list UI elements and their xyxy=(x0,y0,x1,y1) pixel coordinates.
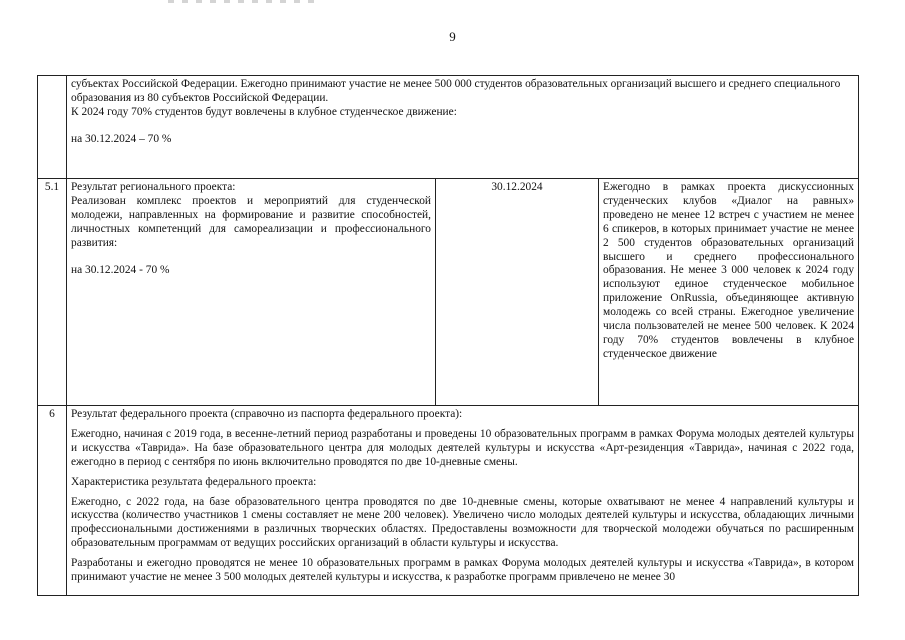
row-number-cell xyxy=(38,76,67,179)
page-number: 9 xyxy=(449,29,456,44)
intro-text-cell xyxy=(67,76,859,179)
scan-artifact xyxy=(168,0,318,3)
table-row-intro xyxy=(38,76,859,179)
intro-target-line: на 30.12.2024 – 70 % xyxy=(71,132,172,145)
federal-result-cell xyxy=(67,406,859,596)
row-number: 5.1 xyxy=(38,179,67,406)
table-row-6 xyxy=(38,406,859,596)
federal-result-paragraph-2: Ежегодно, с 2022 года, на базе образовательного центра проводятся по две 10-дневные смены, которые охватывают не менее 4 направлений культуры и искусства (количество участников 1 смены составляет не мене 200 человек). Увеличено число молодых деятелей культуры и искусства, обладающих личными профессиональными достижениями в различных творческих областях. Предоставлены возможности для творческой молодежи обучаться по расширенным образовательным программам от ведущих российских организаций в области культуры и искусства. xyxy=(71,495,855,550)
result-characteristic-cell: Ежегодно в рамках проекта дискуссионных студенческих клубов «Диалог на равных» проведено не менее 12 встреч с участием не менее 6 спикеров, в которых принимает участие не менее 2 500 студентов образовательных организаций высшего и среднего профессионального образования. Не менее 3 000 человек к 2024 году используют единое студенческое мобильное приложение OnRussia, объединяющее активную молодежь со всей страны. Ежегодное увеличение числа пользователей не менее 500 человек. К 2024 году 70% студентов вовлечены в клубное студенческое движение xyxy=(599,179,859,406)
table-row-5-1 xyxy=(38,179,859,406)
federal-result-heading: Результат федерального проекта (справочно из паспорта федерального проекта): xyxy=(71,408,463,420)
document-table xyxy=(37,75,859,596)
intro-paragraph-1: субъектах Российской Федерации. Ежегодно принимают участие не менее 500 000 студентов образовательных организаций высшего и среднего специального образования из 80 субъектов Российской Федерации. xyxy=(71,78,841,104)
regional-result-cell xyxy=(67,179,436,406)
row-number: 6 xyxy=(38,406,67,596)
intro-paragraph-2: К 2024 году 70% студентов будут вовлечены в клубное студенческое движение: xyxy=(71,105,457,118)
regional-result-title: Результат регионального проекта: xyxy=(71,181,236,193)
federal-characteristic-heading: Характеристика результата федерального проекта: xyxy=(71,475,317,488)
federal-result-paragraph-3: Разработаны и ежегодно проводятся не менее 10 образовательных программ в рамках Форума молодых деятелей культуры и искусства «Таврида», в котором принимают участие не менее 3 500 молодых деятелей культуры и искусства, к разработке программ привлечено не менее 30 xyxy=(71,557,855,584)
regional-result-target: на 30.12.2024 - 70 % xyxy=(71,263,170,276)
deadline-date: 30.12.2024 xyxy=(436,179,599,406)
regional-result-text: Реализован комплекс проектов и мероприятий для студенческой молодежи, направленных на формирование и развитие способностей, личностных компетенций для самореализации и профессионального развития: xyxy=(71,194,431,249)
federal-result-paragraph-1: Ежегодно, начиная с 2019 года, в весенне-летний период разработаны и проведены 10 образовательных программ в рамках Форума молодых деятелей культуры и искусства «Таврида». На базе образовательного центра для молодых деятелей культуры и искусства «Арт-резиденция «Таврида», начиная с 2022 года, ежегодно в период с сентября по июнь включительно проводятся по две 10-дневные смены. xyxy=(71,427,855,468)
